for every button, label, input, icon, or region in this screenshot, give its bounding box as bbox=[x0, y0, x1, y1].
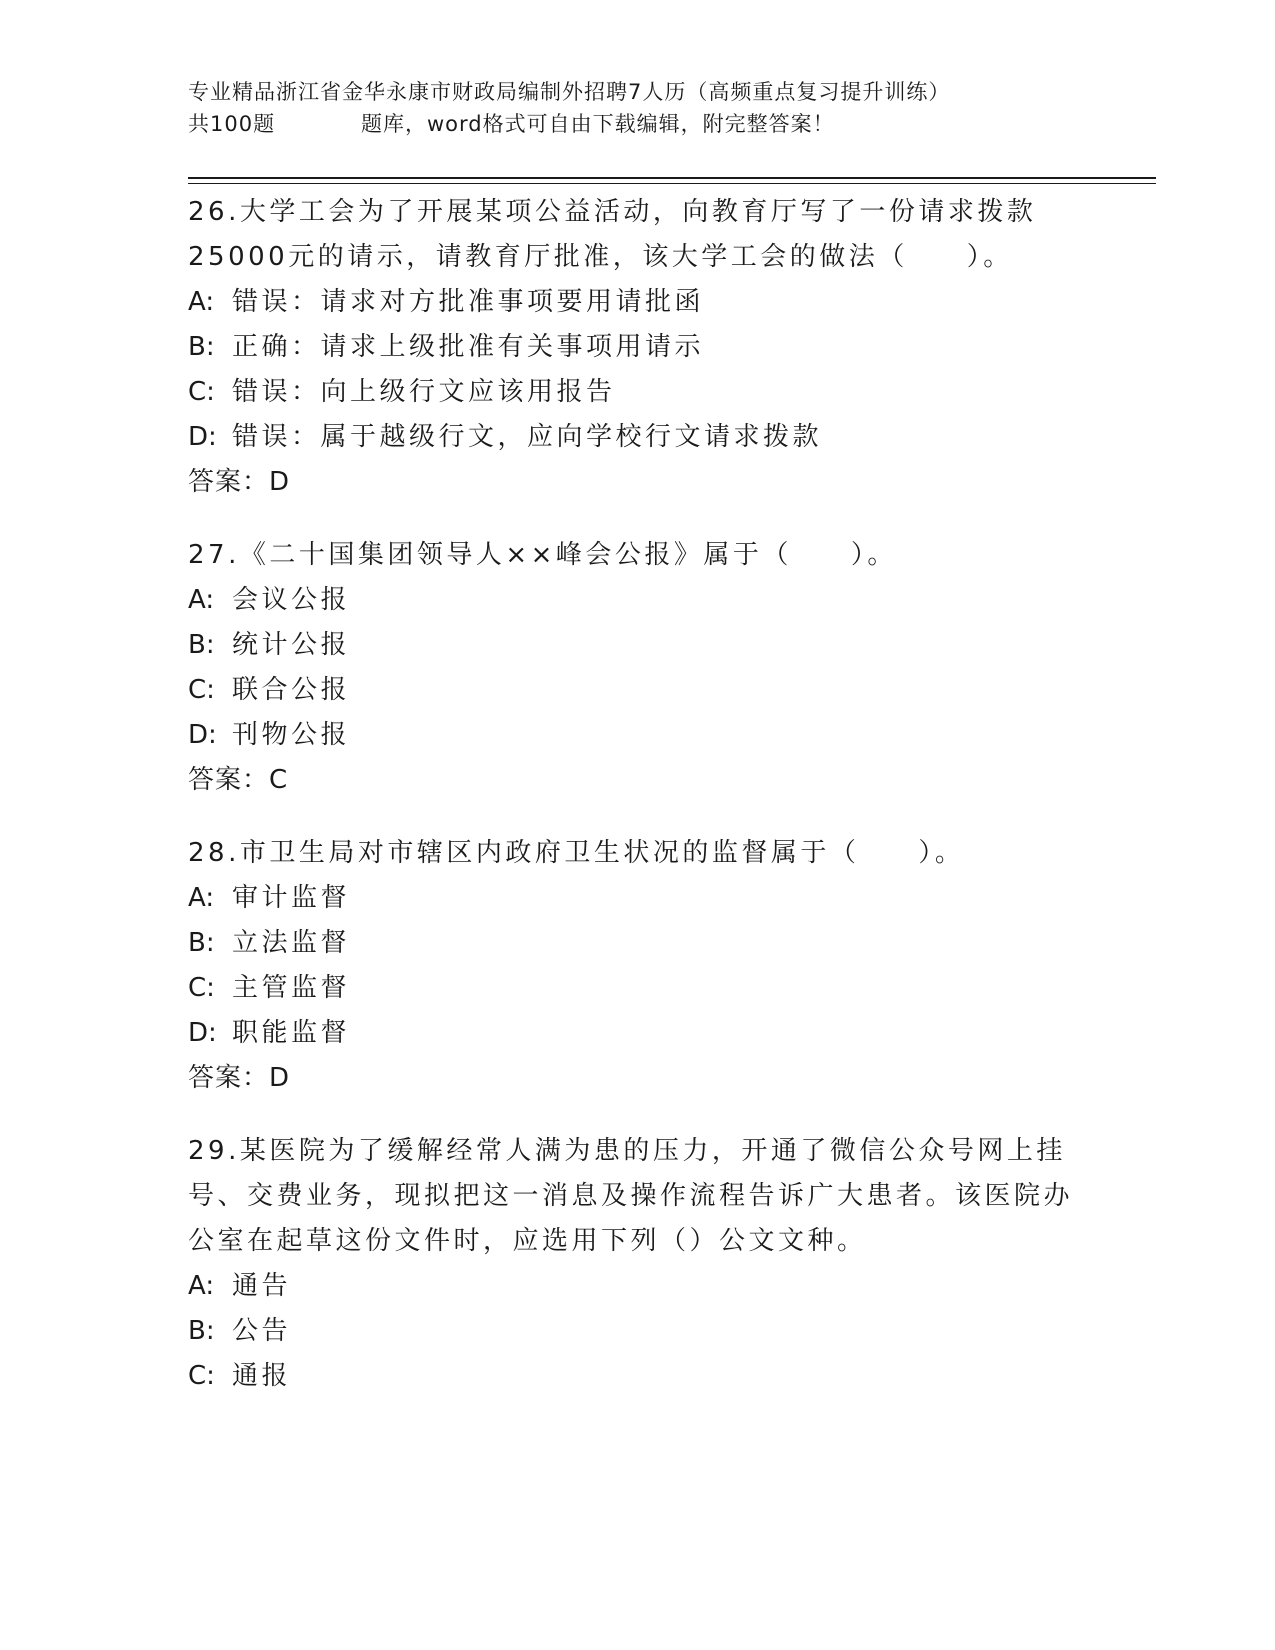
option-a bbox=[188, 280, 1088, 325]
option-a bbox=[188, 876, 1088, 921]
option-key: B: bbox=[188, 1316, 215, 1346]
option-text: 错误：请求对方批准事项要用请批函 bbox=[232, 287, 705, 317]
option-b bbox=[188, 325, 1088, 370]
option-key: C: bbox=[188, 973, 215, 1003]
option-text: 刊物公报 bbox=[232, 720, 351, 750]
header-description: 题库，word格式可自由下载编辑，附完整答案！ bbox=[361, 112, 835, 136]
option-text: 主管监督 bbox=[232, 973, 351, 1003]
option-text: 公告 bbox=[232, 1316, 292, 1346]
question-stem: 28.市卫生局对市辖区内政府卫生状况的监督属于（ ）。 bbox=[188, 838, 965, 868]
document-header bbox=[188, 76, 1088, 140]
option-text: 会议公报 bbox=[232, 585, 351, 615]
option-text: 职能监督 bbox=[232, 1018, 351, 1048]
option-d bbox=[188, 415, 1088, 460]
option-text: 错误：向上级行文应该用报告 bbox=[232, 377, 616, 407]
option-key: D: bbox=[188, 422, 217, 452]
header-divider-thick bbox=[188, 177, 1156, 179]
option-key: D: bbox=[188, 1018, 217, 1048]
option-text: 正确：请求上级批准有关事项用请示 bbox=[232, 332, 705, 362]
option-text: 审计监督 bbox=[232, 883, 351, 913]
header-subtitle bbox=[188, 108, 1088, 140]
question-26 bbox=[188, 190, 1088, 505]
option-text: 立法监督 bbox=[232, 928, 351, 958]
option-c bbox=[188, 370, 1088, 415]
option-key: A: bbox=[188, 287, 215, 317]
option-key: B: bbox=[188, 630, 215, 660]
answer: 答案：D bbox=[188, 1063, 291, 1093]
answer: 答案：C bbox=[188, 765, 289, 795]
question-stem: 29.某医院为了缓解经常人满为患的压力，开通了微信公众号网上挂号、交费业务，现拟把这一消息及操作流程告诉广大患者。该医院办公室在起草这份文件时，应选用下列（）公文文种。 bbox=[188, 1136, 1074, 1256]
option-c bbox=[188, 1354, 1088, 1399]
option-a bbox=[188, 578, 1088, 623]
option-key: D: bbox=[188, 720, 217, 750]
answer: 答案：D bbox=[188, 467, 291, 497]
header-title: 专业精品浙江省金华永康市财政局编制外招聘7人历（高频重点复习提升训练） bbox=[188, 80, 951, 104]
header-divider-thin bbox=[188, 183, 1156, 184]
option-c bbox=[188, 668, 1088, 713]
question-count: 共100题 bbox=[188, 112, 276, 136]
question-29 bbox=[188, 1129, 1088, 1399]
option-a bbox=[188, 1264, 1088, 1309]
option-key: C: bbox=[188, 377, 215, 407]
option-key: B: bbox=[188, 332, 215, 362]
question-28 bbox=[188, 831, 1088, 1101]
question-stem: 27.《二十国集团领导人××峰会公报》属于（ ）。 bbox=[188, 540, 897, 570]
option-key: C: bbox=[188, 1361, 215, 1391]
option-b bbox=[188, 623, 1088, 668]
option-text: 通报 bbox=[232, 1361, 292, 1391]
option-key: C: bbox=[188, 675, 215, 705]
option-c bbox=[188, 966, 1088, 1011]
option-key: A: bbox=[188, 585, 215, 615]
option-text: 通告 bbox=[232, 1271, 292, 1301]
option-d bbox=[188, 713, 1088, 758]
option-key: B: bbox=[188, 928, 215, 958]
option-text: 统计公报 bbox=[232, 630, 351, 660]
question-list bbox=[188, 190, 1088, 1427]
question-27 bbox=[188, 533, 1088, 803]
option-d bbox=[188, 1011, 1088, 1056]
option-key: A: bbox=[188, 883, 215, 913]
question-stem: 26.大学工会为了开展某项公益活动，向教育厅写了一份请求拨款25000元的请示，请教育厅批准，该大学工会的做法（ ）。 bbox=[188, 197, 1037, 272]
option-b bbox=[188, 1309, 1088, 1354]
option-key: A: bbox=[188, 1271, 215, 1301]
option-text: 联合公报 bbox=[232, 675, 351, 705]
option-text: 错误：属于越级行文，应向学校行文请求拨款 bbox=[232, 422, 823, 452]
option-b bbox=[188, 921, 1088, 966]
